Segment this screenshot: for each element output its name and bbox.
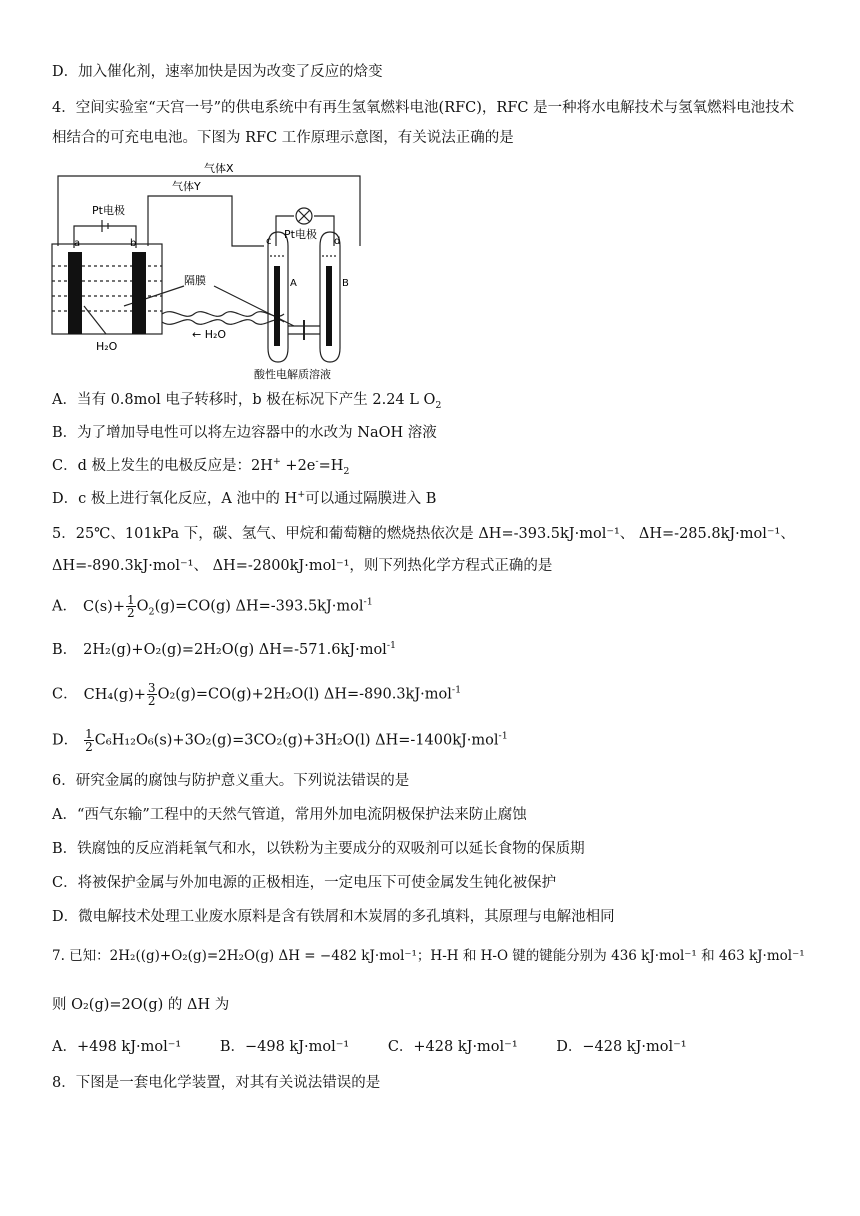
label-pool-a: A (290, 278, 297, 289)
label-a: a (74, 238, 81, 249)
q5-option-a: A． C(s)+ $\frac{1}{2}$ $O_2(g)=CO(g)$ ΔH=-393.5kJ·mol$^{-1}$ (52, 593, 373, 620)
label-d: d (334, 236, 341, 247)
q7-option-b: B．−498 kJ·mol⁻¹ (219, 1039, 350, 1055)
q7-stem-line2: 则 O₂(g)=2O(g) 的 ΔH 为 (52, 997, 230, 1013)
q6-option-b: B．铁腐蚀的反应消耗氧气和水，以铁粉为主要成分的双吸剂可以延长食物的保质期 (52, 841, 585, 857)
label-membrane: 隔膜 (184, 274, 206, 287)
q6-stem: 6．研究金属的腐蚀与防护意义重大。下列说法错误的是 (52, 773, 410, 789)
q5-option-c: C． CH₄(g)+ $\frac{3}{2}$ O₂(g)=CO(g)+2H₂O(l) ΔH=-890.3kJ·mol$^{-1}$ (52, 681, 462, 708)
q7-options (52, 1037, 820, 1057)
label-pt-left: Pt电极 (92, 204, 125, 217)
label-gas-y: 气体Y (172, 180, 201, 193)
q4-stem-line1: 4．空间实验室“天宫一号”的供电系统中有再生氢氧燃料电池(RFC)，RFC 是一种将水电解技术与氢氧燃料电池技术 (52, 100, 795, 116)
q4-stem-line2: 相结合的可充电电池。下图为 RFC 工作原理示意图，有关说法正确的是 (52, 130, 514, 146)
q5-option-b: B． 2H₂(g)+O₂(g)=2H₂O(g) ΔH=-571.6kJ·mol$^{-1}$ (52, 640, 397, 658)
q5-option-d: D． $\frac{1}{2}$ C₆H₁₂O₆(s)+3O₂(g)=3CO₂(g)+3H₂O(l) ΔH=-1400kJ·mol$^{-1}$ (52, 727, 508, 754)
q7-option-a: A．+498 kJ·mol⁻¹ (52, 1039, 182, 1055)
q8-stem: 8．下图是一套电化学装置，对其有关说法错误的是 (52, 1075, 381, 1091)
label-c: c (266, 236, 272, 247)
q7-stem-line1: 7. 已知：2H₂((g)+O₂(g)=2H₂O(g) ΔH = −482 kJ·mol⁻¹；H-H 和 H-O 键的键能分别为 436 kJ·mol⁻¹ 和 463 kJ·mol⁻¹ (52, 948, 805, 964)
label-water-arrow: ← H₂O (192, 328, 227, 341)
q4-option-a: A．当有 0.8mol 电子转移时，b 极在标况下产生 2.24 L $O_2$ (52, 392, 442, 411)
label-b: b (130, 238, 137, 249)
q4-option-d: D．c 极上进行氧化反应，A 池中的 H+可以通过隔膜进入 B (52, 489, 437, 507)
label-solution: 酸性电解质溶液 (254, 368, 331, 381)
q6-option-d: D．微电解技术处理工业废水原料是含有铁屑和木炭屑的多孔填料，其原理与电解池相同 (52, 909, 615, 925)
label-pt-right: Pt电极 (284, 228, 317, 241)
q7-option-d: D．−428 kJ·mol⁻¹ (556, 1039, 687, 1055)
q3-option-d: D．加入催化剂，速率加快是因为改变了反应的焓变 (52, 64, 383, 80)
q4-option-c: C．d 极上发生的电极反应是：$2H^+ +2e^-=H_2$ (52, 456, 350, 477)
q5-stem-line2: ΔH=-890.3kJ·mol⁻¹、 ΔH=-2800kJ·mol⁻¹，则下列热化学方程式正确的是 (52, 558, 553, 574)
q7-option-c: C．+428 kJ·mol⁻¹ (387, 1039, 518, 1055)
q6-option-c: C．将被保护金属与外加电源的正极相连，一定电压下可使金属发生钝化被保护 (52, 875, 557, 891)
label-water: H₂O (96, 340, 118, 353)
q5-stem-line1: 5．25℃、101kPa 下，碳、氢气、甲烷和葡萄糖的燃烧热依次是 ΔH=-393.5kJ·mol⁻¹、 ΔH=-285.8kJ·mol⁻¹、 (52, 526, 795, 542)
q4-option-b: B．为了增加导电性可以将左边容器中的水改为 NaOH 溶液 (52, 425, 437, 441)
label-pool-b: B (342, 278, 349, 289)
rfc-diagram (44, 156, 374, 382)
q6-option-a: A．“西气东输”工程中的天然气管道，常用外加电流阴极保护法来防止腐蚀 (52, 807, 527, 823)
label-gas-x: 气体X (204, 162, 234, 175)
